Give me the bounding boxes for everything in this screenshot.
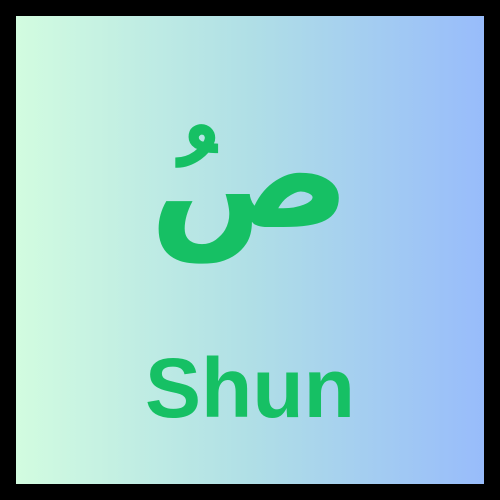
transliteration-label: Shun — [145, 341, 355, 435]
flash-card — [16, 16, 484, 484]
arabic-letter-glyph: صُ — [149, 89, 351, 263]
